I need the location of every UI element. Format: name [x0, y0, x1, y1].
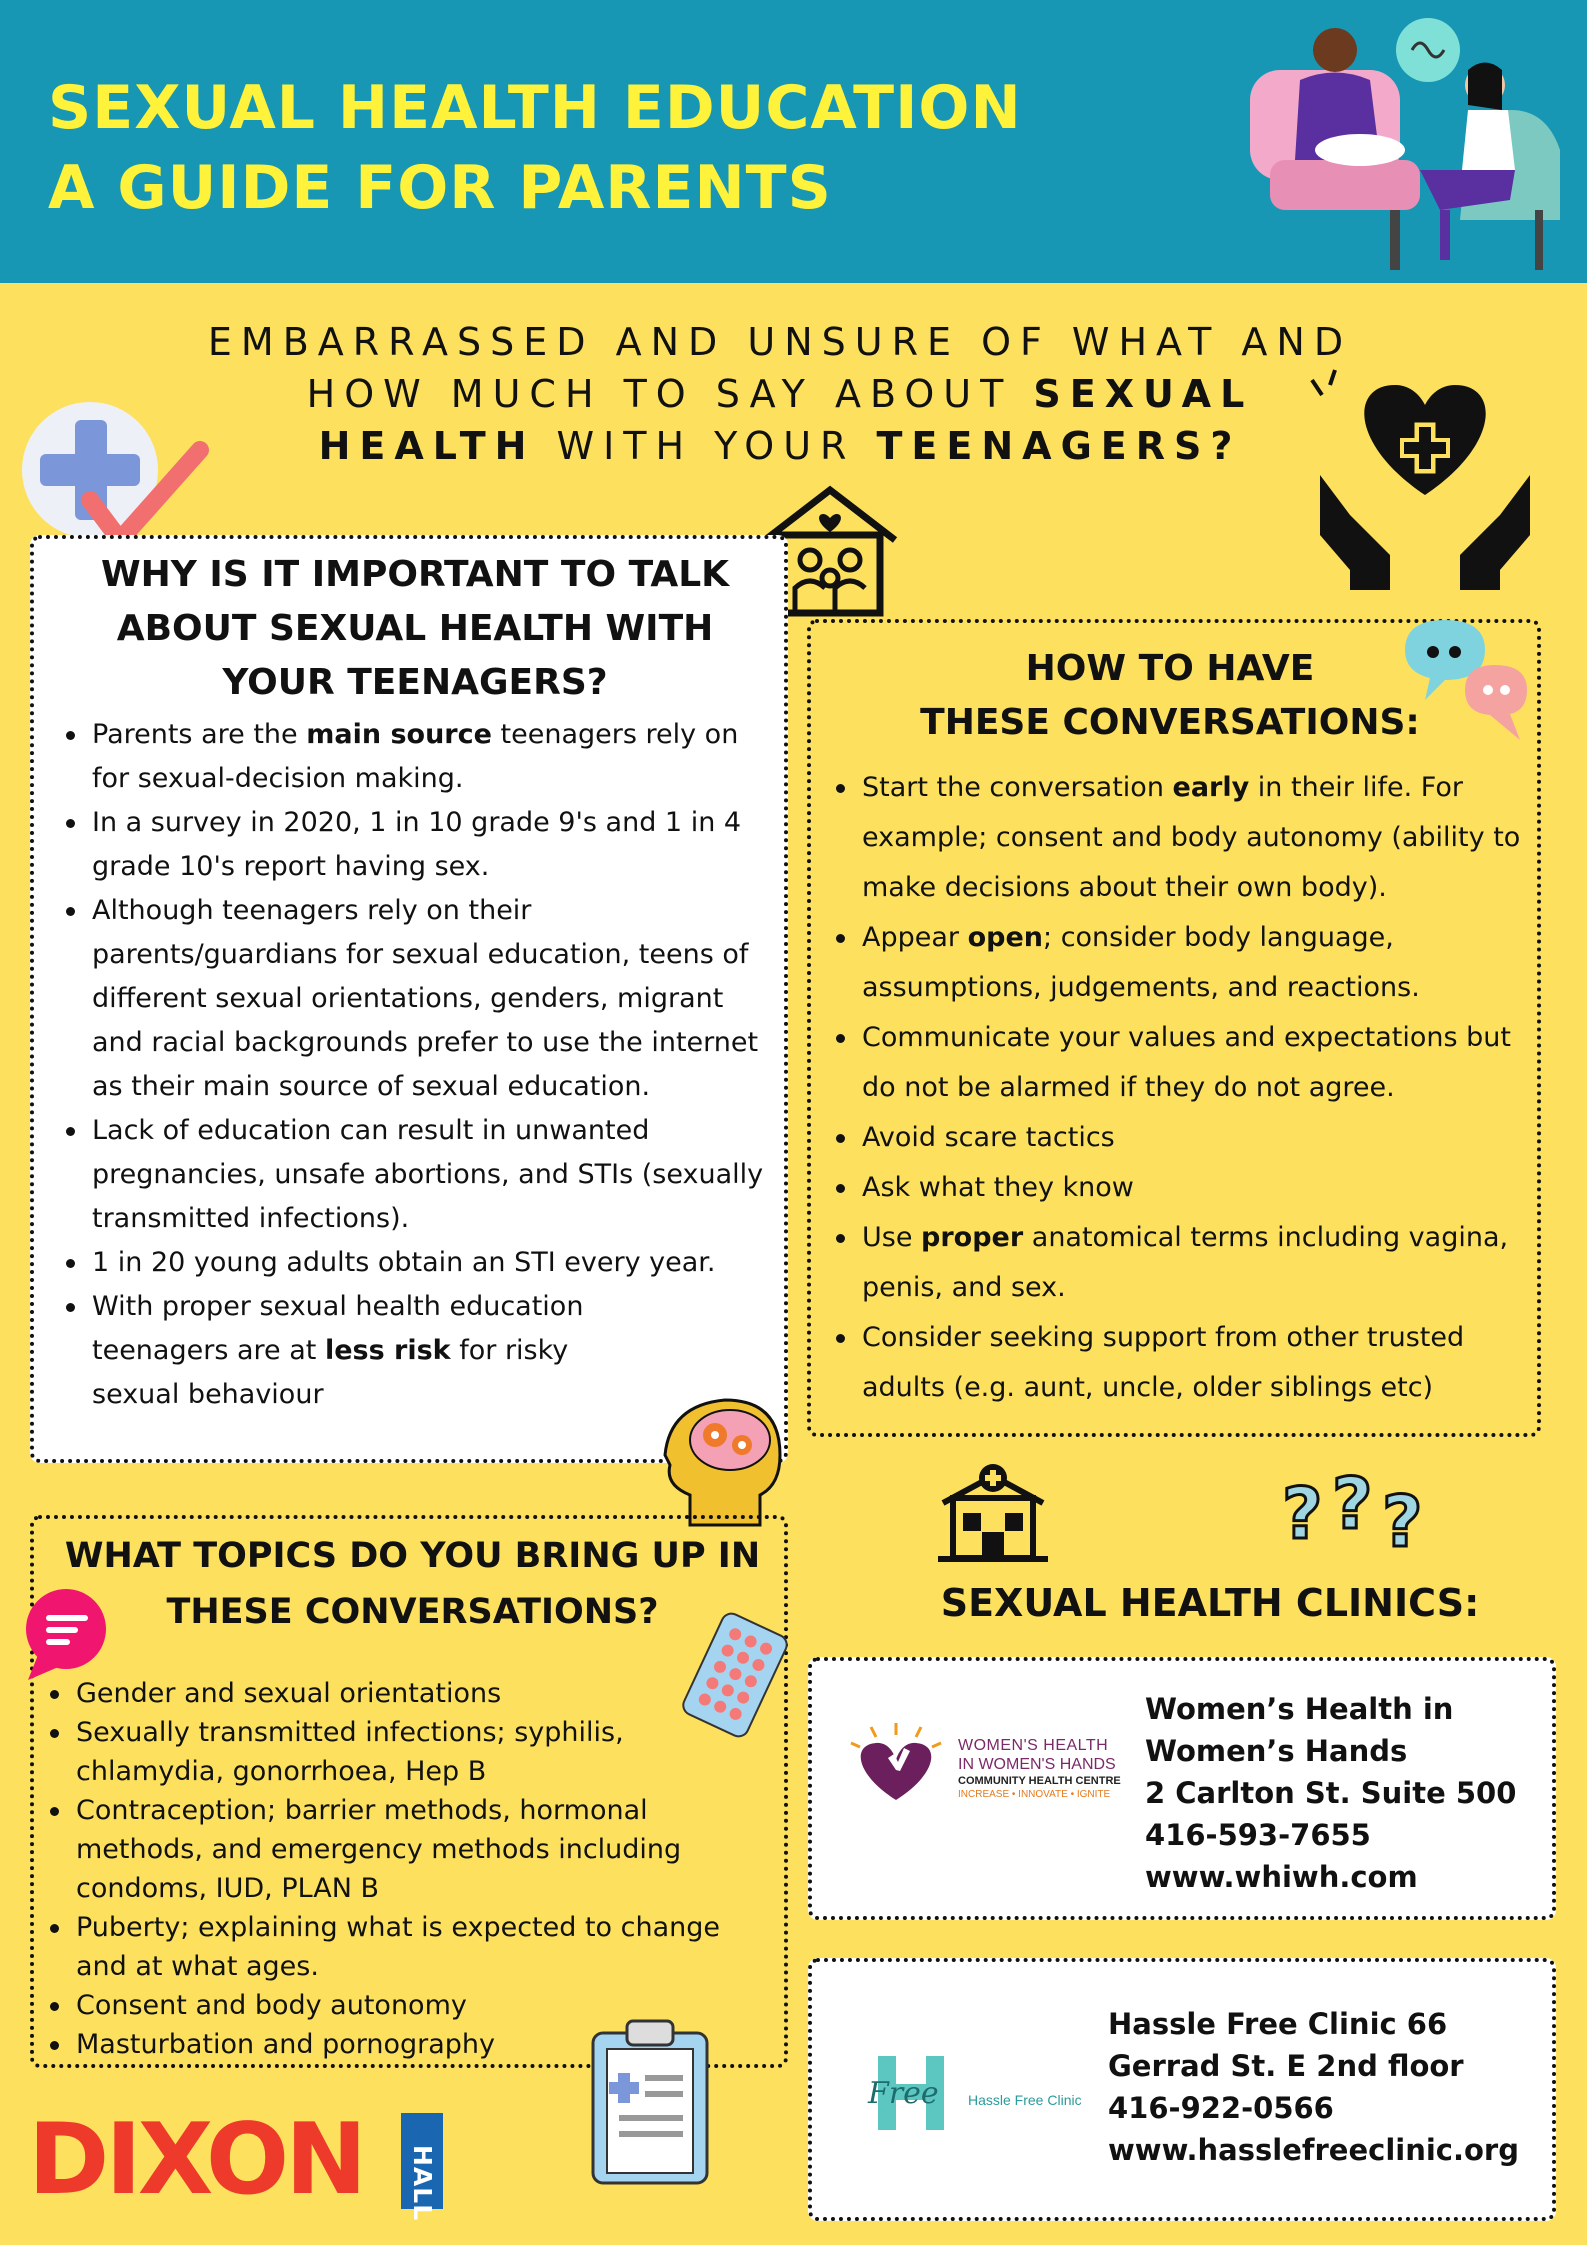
counseling-illustration [1240, 10, 1570, 280]
list-item: Start the conversation early in their life. For example; consent and body autonomy (ability to make decisions about their own body). [832, 763, 1532, 913]
svg-text:?: ? [1332, 1468, 1373, 1545]
list-item: Lack of education can result in unwanted pregnancies, unsafe abortions, and STIs (sexually transmitted infections). [62, 1109, 772, 1241]
whiwh-logo: WOMEN'S HEALTH IN WOMEN'S HANDS COMMUNITY HEALTH CENTRE INCREASE • INNOVATE • IGNITE [836, 1715, 1126, 1815]
topics-section-title: WHAT TOPICS DO YOU BRING UP IN THESE CONVERSATIONS? [64, 1536, 761, 1632]
clipboard-icon [585, 2015, 715, 2190]
svg-text:?: ? [1282, 1473, 1323, 1555]
page-title: SEXUAL HEALTH EDUCATION A GUIDE FOR PARENTS [48, 73, 1022, 223]
clinics-section-title: SEXUAL HEALTH CLINICS: [940, 1581, 1480, 1625]
hassle-free-info: Hassle Free Clinic 66 Gerrad St. E 2nd floor 416-922-0566 www.hasslefreeclinic.org [1108, 2003, 1519, 2171]
brain-gears-icon [660, 1385, 790, 1535]
hassle-free-logo: Free Hassle Free Clinic [858, 2048, 1098, 2138]
whiwh-logo-mark [836, 1715, 956, 1815]
list-item: Sexually transmitted infections; syphilis, chlamydia, gonorrhoea, Hep B [46, 1713, 776, 1791]
svg-text:?: ? [1382, 1481, 1423, 1558]
chat-bubbles-icon [1395, 610, 1535, 750]
message-bubble-icon [18, 1585, 118, 1685]
list-item: In a survey in 2020, 1 in 10 grade 9's and 1 in 4 grade 10's report having sex. [62, 801, 772, 889]
svg-text:Free: Free [868, 2076, 939, 2111]
list-item: Contraception; barrier methods, hormonal methods, and emergency methods including condoms, IUD, PLAN B [46, 1791, 776, 1908]
whiwh-phone: 416-593-7655 [1145, 1818, 1371, 1852]
whiwh-website[interactable]: www.whiwh.com [1145, 1860, 1418, 1894]
intro-question: EMBARRASSED AND UNSURE OF WHAT AND HOW MUCH TO SAY ABOUT SEXUAL HEALTH WITH YOUR TEENAGERS? [207, 320, 1353, 468]
question-marks-icon [1280, 1468, 1440, 1558]
list-item: Appear open; consider body language, assumptions, judgements, and reactions. [832, 913, 1532, 1013]
how-list [832, 763, 1532, 1413]
header-banner [0, 0, 1587, 283]
list-item: Puberty; explaining what is expected to change and at what ages. [46, 1908, 776, 1986]
why-section-title: WHY IS IT IMPORTANT TO TALK ABOUT SEXUAL HEALTH WITH YOUR TEENAGERS? [100, 554, 730, 703]
list-item: Consent and body autonomy [46, 1986, 776, 2025]
list-item: Gender and sexual orientations [46, 1674, 776, 1713]
clinic-building-icon [938, 1458, 1048, 1563]
whiwh-info: Women’s Health in Women’s Hands 2 Carlton St. Suite 500 416-593-7655 www.whiwh.com [1145, 1688, 1516, 1898]
list-item: Masturbation and pornography [46, 2025, 776, 2064]
list-item: Although teenagers rely on their parents/guardians for sexual education, teens of different sexual orientations, genders, migrant and racial backgrounds prefer to use the internet as their main source of sexual education. [62, 889, 772, 1109]
list-item: With proper sexual health education teenagers are at less risk for risky sexual behaviour [62, 1285, 772, 1417]
list-item: Use proper anatomical terms including vagina, penis, and sex. [832, 1213, 1532, 1313]
heart-hands-icon [1310, 365, 1540, 595]
list-item: Avoid scare tactics [832, 1113, 1532, 1163]
hassle-free-phone: 416-922-0566 [1108, 2091, 1334, 2125]
list-item: 1 in 20 young adults obtain an STI every year. [62, 1241, 772, 1285]
list-item: Consider seeking support from other trusted adults (e.g. aunt, uncle, older siblings etc) [832, 1313, 1532, 1413]
hassle-free-website[interactable]: www.hasslefreeclinic.org [1108, 2133, 1519, 2167]
topics-list [46, 1674, 776, 2064]
list-item: Ask what they know [832, 1163, 1532, 1213]
how-section-title: HOW TO HAVE THESE CONVERSATIONS: [920, 648, 1420, 743]
hassle-free-logo-mark [858, 2048, 968, 2138]
list-item: Parents are the main source teenagers rely on for sexual-decision making. [62, 713, 772, 801]
why-list [62, 713, 772, 1417]
list-item: Communicate your values and expectations but do not be alarmed if they do not agree. [832, 1013, 1532, 1113]
